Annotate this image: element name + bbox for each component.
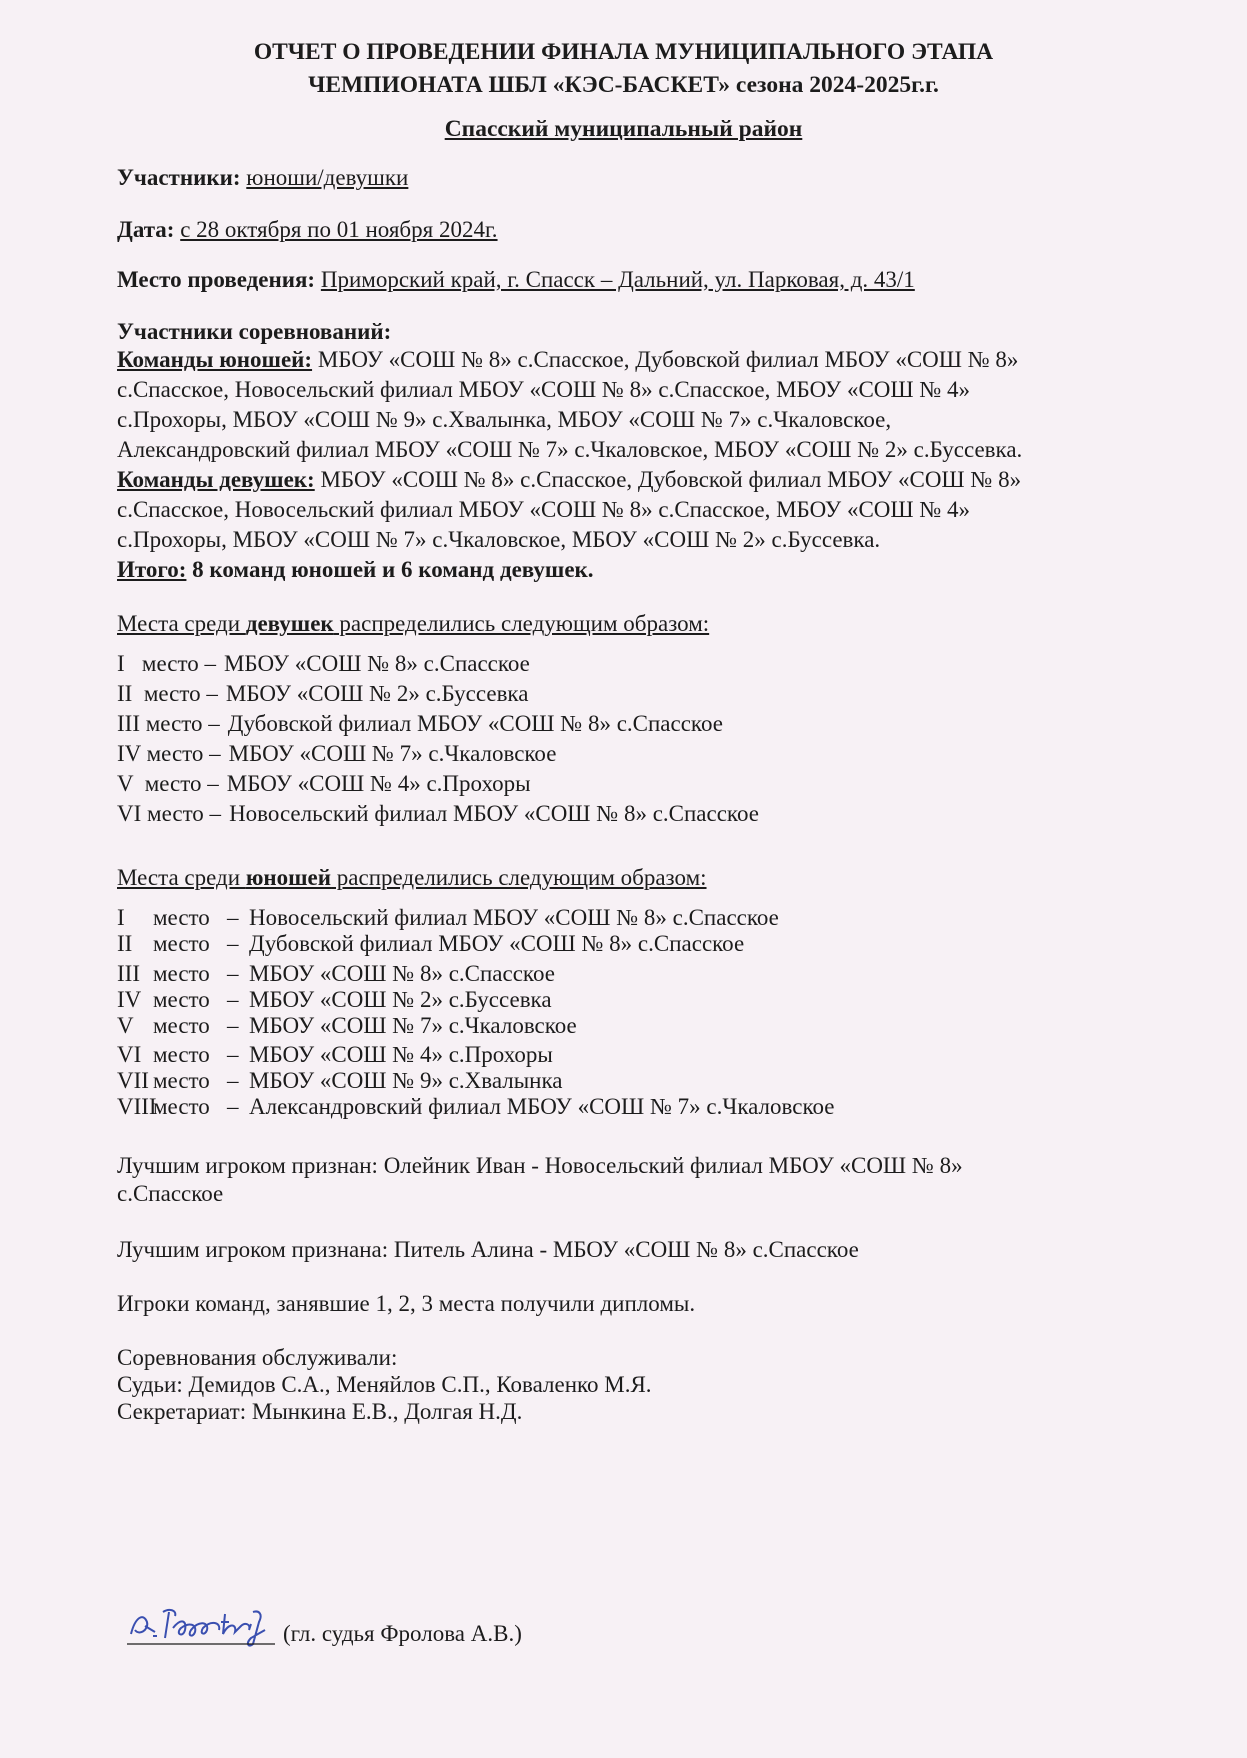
place-team: Новосельский филиал МБОУ «СОШ № 8» с.Спасское [249, 905, 779, 930]
diplomas-line: Игроки команд, занявшие 1, 2, 3 места получили дипломы. [117, 1291, 696, 1316]
best-boy-line-2: с.Спасское [117, 1181, 224, 1206]
girls-results-heading [117, 610, 709, 638]
date-label: Дата: [117, 217, 175, 242]
place-number: VIII [117, 1094, 157, 1119]
place-team: МБОУ «СОШ № 7» с.Чкаловское [249, 1013, 577, 1038]
boys-place-row [117, 1012, 577, 1040]
boys-teams-text: МБОУ «СОШ № 8» с.Спасское, Дубовской филиал МБОУ «СОШ № 8» [312, 347, 1019, 372]
place-number: III [117, 961, 140, 986]
secretariat-line: Секретариат: Мынкина Е.В., Долгая Н.Д. [117, 1399, 523, 1424]
date-value: с 28 октября по 01 ноября 2024г. [180, 217, 498, 242]
participants-line [117, 164, 408, 192]
boys-teams-line-1 [117, 346, 1018, 374]
boys-place-row [117, 960, 555, 988]
girls-place-row [117, 800, 759, 828]
boys-teams-line-2: с.Спасское, Новосельский филиал МБОУ «СОШ № 8» с.Спасское, МБОУ «СОШ № 4» [117, 377, 971, 402]
place-dash: – [227, 1013, 239, 1038]
place-word: место [153, 905, 210, 930]
girls-teams-line-1 [117, 466, 1021, 494]
place-number: I место – [117, 651, 216, 676]
place-team: МБОУ «СОШ № 9» с.Хвалынка [249, 1068, 563, 1093]
boys-teams-line-4: Александровский филиал МБОУ «СОШ № 7» с.Чкаловское, МБОУ «СОШ № 2» с.Буссевка. [117, 437, 1023, 462]
place-dash: – [227, 1068, 239, 1093]
girls-teams-text: МБОУ «СОШ № 8» с.Спасское, Дубовской филиал МБОУ «СОШ № 8» [314, 467, 1022, 492]
boys-place-row [117, 986, 552, 1014]
boys-place-row [117, 1093, 834, 1121]
chief-judge-caption: (гл. судья Фролова А.В.) [283, 1621, 522, 1646]
boys-heading-pre: Места среди [117, 865, 246, 890]
place-number: V место – [117, 771, 219, 796]
girls-heading-post: распределились следующим образом: [333, 611, 710, 636]
boys-results-heading [117, 864, 707, 892]
place-number: IV место – [117, 741, 221, 766]
venue-label: Место проведения: [117, 267, 316, 292]
place-word: место [153, 961, 210, 986]
place-team: МБОУ «СОШ № 2» с.Буссевка [249, 987, 552, 1012]
best-boy-line-1: Лучшим игроком признан: Олейник Иван - Новосельский филиал МБОУ «СОШ № 8» [117, 1153, 963, 1178]
place-dash: – [227, 961, 239, 986]
place-team: Александровский филиал МБОУ «СОШ № 7» с.Чкаловское [249, 1094, 835, 1119]
place-team: МБОУ «СОШ № 7» с.Чкаловское [228, 741, 557, 766]
place-number: II [117, 931, 133, 956]
competitors-heading: Участники соревнований: [117, 319, 392, 344]
date-line [117, 216, 498, 244]
venue-line [117, 266, 915, 294]
district-heading: Спасский муниципальный район [444, 116, 803, 142]
place-number: II место – [117, 681, 218, 706]
place-word: место [153, 987, 210, 1012]
place-dash: – [227, 1094, 239, 1119]
place-team: МБОУ «СОШ № 4» с.Прохоры [249, 1042, 553, 1067]
girls-place-row [117, 710, 723, 738]
girls-teams-label: Команды девушек: [117, 467, 315, 492]
venue-value: Приморский край, г. Спасск – Дальний, ул. Парковая, д. 43/1 [320, 267, 915, 292]
place-number: IV [117, 987, 142, 1012]
place-dash: – [227, 987, 239, 1012]
boys-place-row [117, 904, 779, 932]
place-word: место [153, 1042, 210, 1067]
place-dash: – [227, 931, 239, 956]
boys-place-row [117, 930, 744, 958]
participants-value: юноши/девушки [246, 165, 409, 190]
boys-place-row [117, 1067, 563, 1095]
handwritten-signature [125, 1600, 305, 1650]
place-number: VI место – [117, 801, 222, 826]
girls-heading-bold: девушек [245, 611, 334, 636]
girls-place-row [117, 650, 530, 678]
place-team: МБОУ «СОШ № 4» с.Прохоры [226, 771, 531, 796]
judges-line: Судьи: Демидов С.А., Меняйлов С.П., Коваленко М.Я. [117, 1372, 652, 1397]
place-team: МБОУ «СОШ № 8» с.Спасское [249, 961, 555, 986]
boys-teams-label: Команды юношей: [117, 347, 313, 372]
boys-heading-post: распределились следующим образом: [331, 865, 707, 890]
boys-place-row [117, 1041, 553, 1069]
girls-place-row [117, 740, 556, 768]
total-line [117, 556, 594, 584]
place-word: место [153, 1094, 210, 1119]
boys-heading-bold: юношей [245, 865, 332, 890]
girls-teams-line-2: с.Спасское, Новосельский филиал МБОУ «СОШ № 8» с.Спасское, МБОУ «СОШ № 4» [117, 497, 971, 522]
place-team: Дубовской филиал МБОУ «СОШ № 8» с.Спасское [249, 931, 745, 956]
place-team: Новосельский филиал МБОУ «СОШ № 8» с.Спасское [229, 801, 759, 826]
total-value: 8 команд юношей и 6 команд девушек. [186, 557, 594, 582]
place-number: VII [117, 1068, 149, 1093]
place-word: место [153, 1013, 210, 1038]
girls-place-row [117, 680, 528, 708]
place-word: место [153, 1068, 210, 1093]
report-title-line-2: ЧЕМПИОНАТА ШБЛ «КЭС-БАСКЕТ» сезона 2024-2025г.г. [308, 72, 939, 98]
place-team: Дубовской филиал МБОУ «СОШ № 8» с.Спасское [227, 711, 723, 736]
boys-teams-line-3: с.Прохоры, МБОУ «СОШ № 9» с.Хвалынка, МБОУ «СОШ № 7» с.Чкаловское, [117, 407, 892, 432]
girls-place-row [117, 770, 531, 798]
place-number: I [117, 905, 125, 930]
place-dash: – [227, 1042, 239, 1067]
place-number: VI [117, 1042, 142, 1067]
place-dash: – [227, 905, 239, 930]
total-label: Итого: [117, 557, 187, 582]
place-team: МБОУ «СОШ № 2» с.Буссевка [225, 681, 529, 706]
place-team: МБОУ «СОШ № 8» с.Спасское [223, 651, 530, 676]
place-word: место [153, 931, 210, 956]
place-number: III место – [117, 711, 220, 736]
place-number: V [117, 1013, 134, 1038]
participants-label: Участники: [117, 165, 241, 190]
report-title-line-1: ОТЧЕТ О ПРОВЕДЕНИИ ФИНАЛА МУНИЦИПАЛЬНОГО ЭТАПА [253, 39, 994, 65]
girls-teams-line-3: с.Прохоры, МБОУ «СОШ № 7» с.Чкаловское, МБОУ «СОШ № 2» с.Буссевка. [117, 527, 881, 552]
best-girl-line: Лучшим игроком признана: Питель Алина - МБОУ «СОШ № 8» с.Спасское [117, 1237, 859, 1262]
girls-heading-pre: Места среди [117, 611, 246, 636]
officials-heading: Соревнования обслуживали: [117, 1345, 398, 1370]
